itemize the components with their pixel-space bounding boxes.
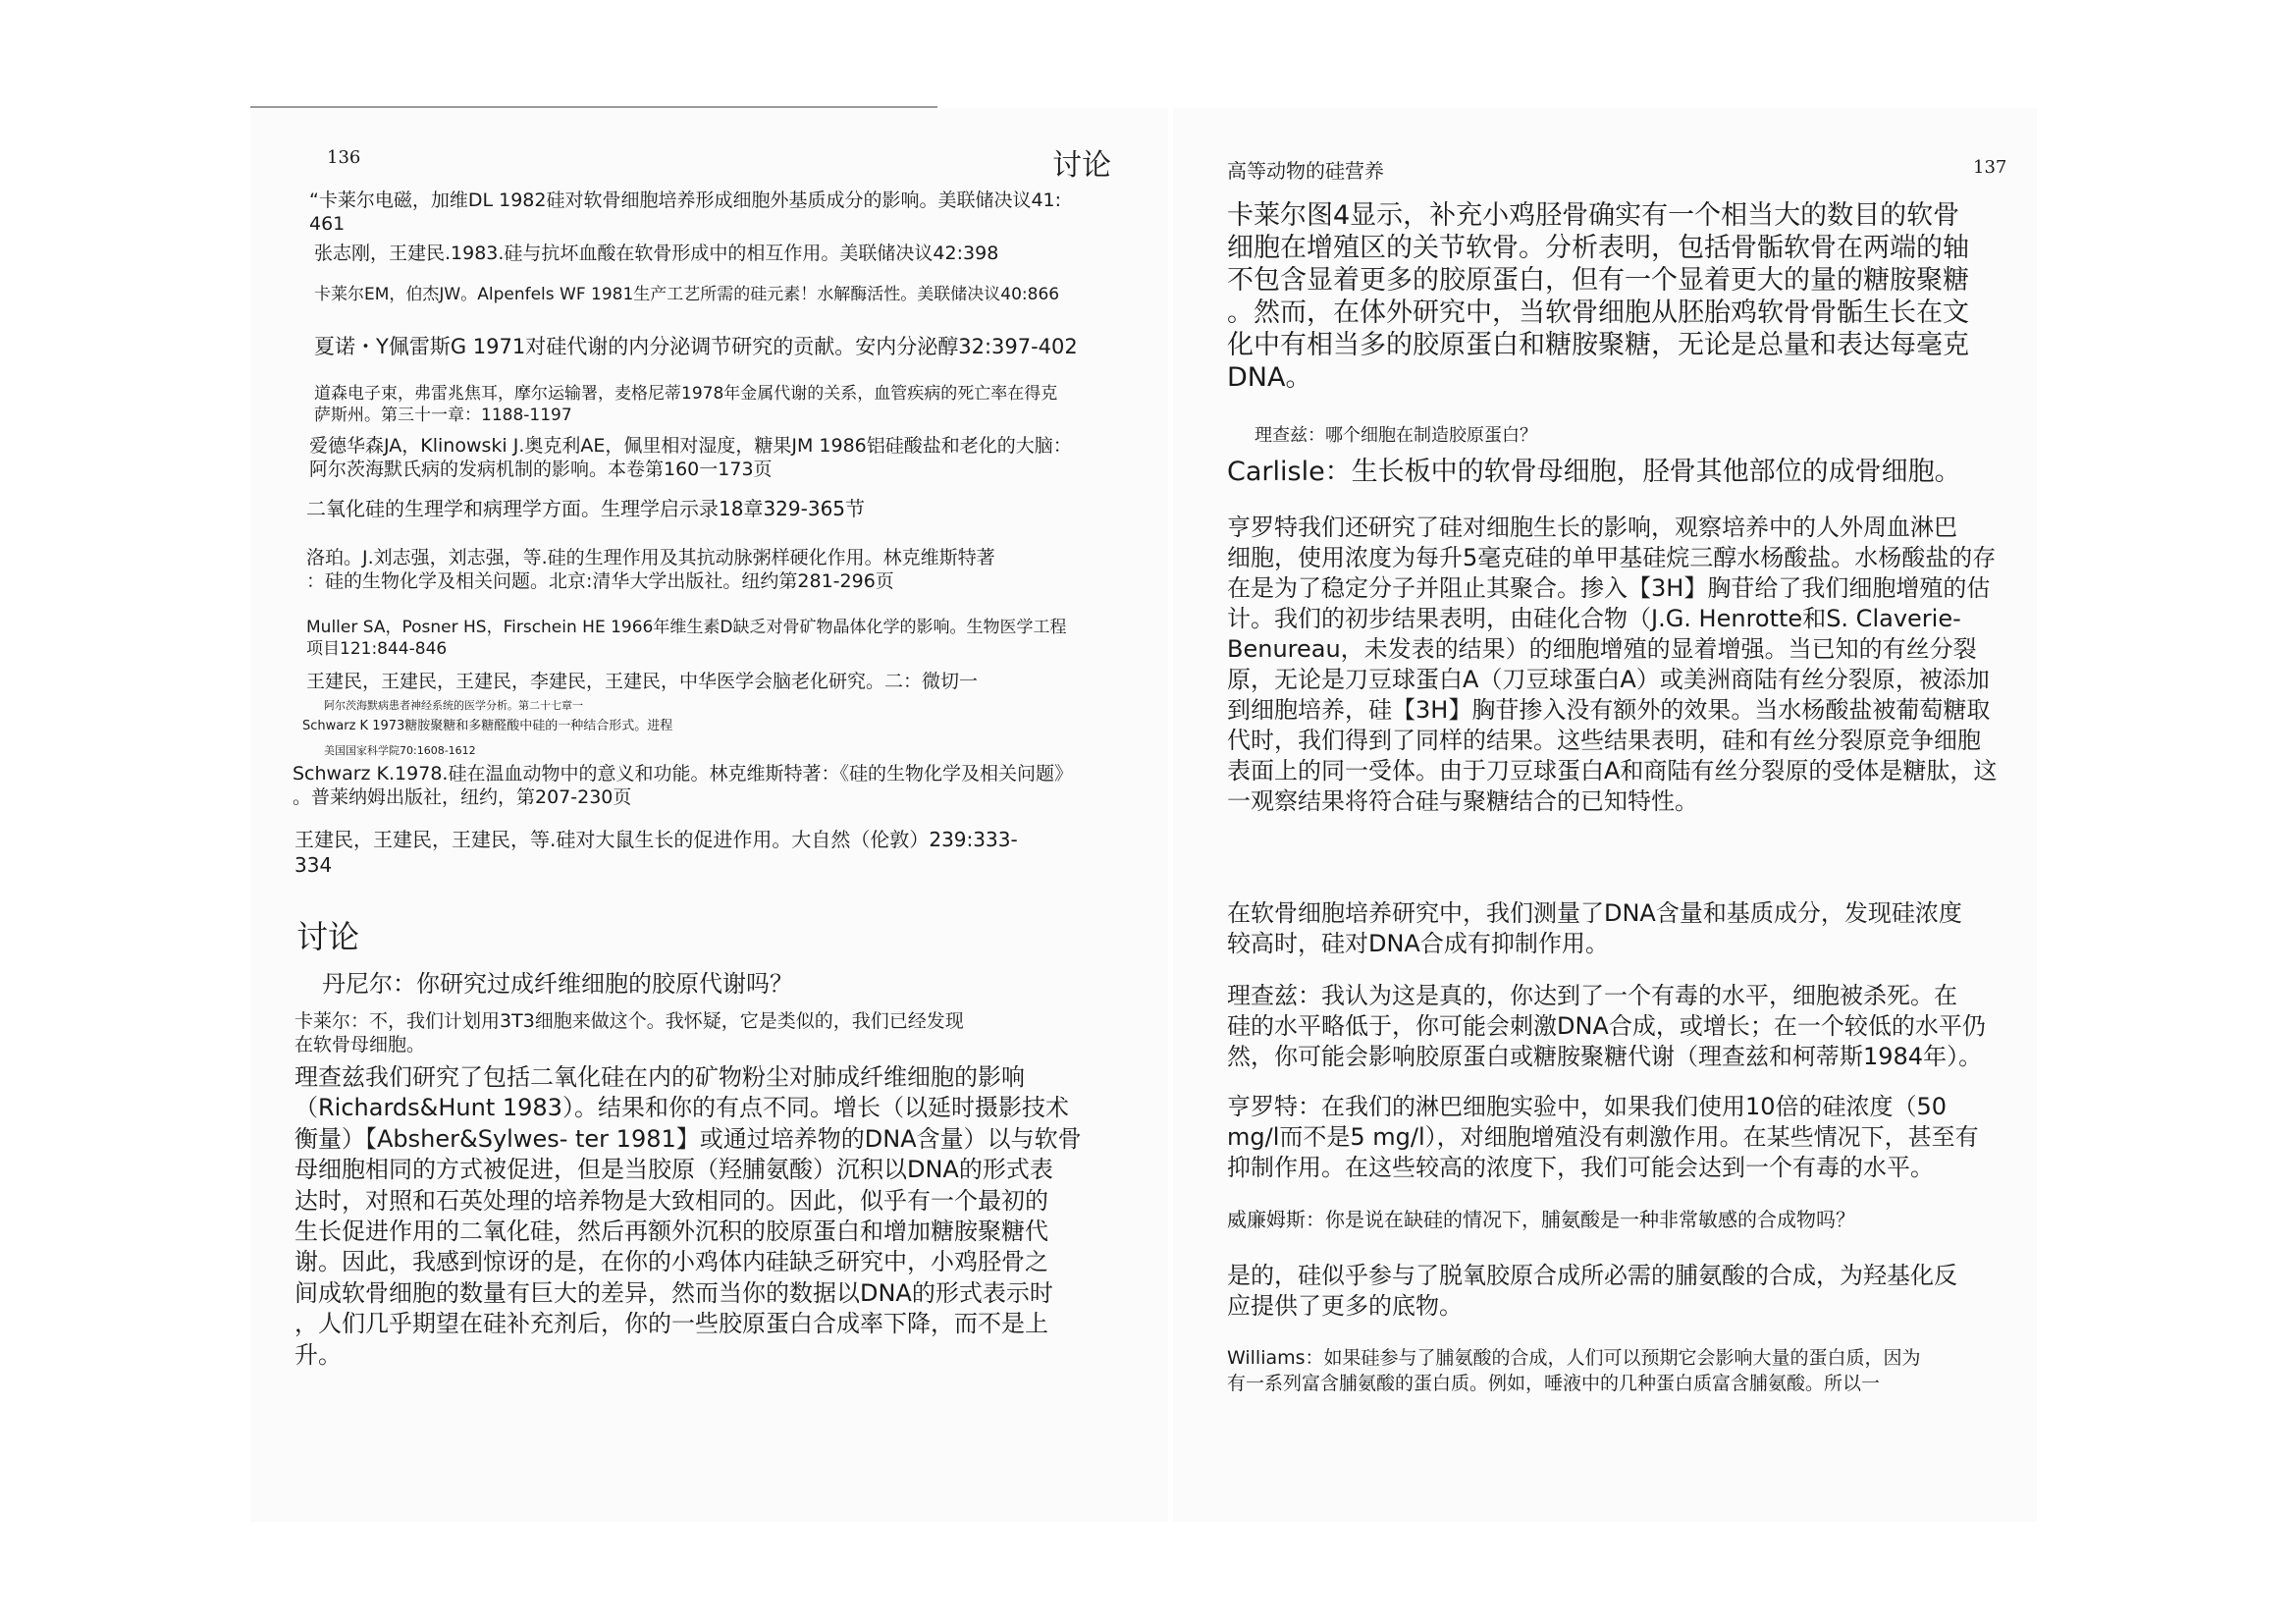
reference-item: 爱德华森JA，Klinowski J.奥克利AE，佩里相对湿度，糖果JM 1986铝硅酸盐和老化的大脑： 阿尔茨海默氏病的发病机制的影响。本卷第160一173页: [309, 435, 1072, 480]
paragraph: 卡莱尔图4显示，补充小鸡胫骨确实有一个相当大的数目的软骨 细胞在增殖区的关节软骨。分析表明，包括骨骺软骨在两端的轴 不包含显着更多的胶原蛋白，但有一个显着更大的量的糖胺聚糖 。然而，在体外研究中，当软骨细胞从胚胎鸡软骨骨骺生长在文 化中有相当多的胶原蛋白和糖胺聚糖，无论是总量和表达每毫克 DNA。: [1227, 200, 1969, 393]
discussion-reply: 卡莱尔：不，我们计划用3T3细胞来做这个。我怀疑，它是类似的，我们已经发现 在软骨母细胞。: [294, 1010, 964, 1056]
reference-item: Muller SA，Posner HS，Firschein HE 1966年维生素D缺乏对骨矿物晶体化学的影响。生物医学工程 项目121:844-846: [306, 618, 1067, 659]
running-header: 高等动物的硅营养: [1227, 159, 1384, 183]
paragraph: 在软骨细胞培养研究中，我们测量了DNA含量和基质成分，发现硅浓度 较高时，硅对DNA合成有抑制作用。: [1227, 899, 1962, 957]
section-title: 讨论: [1052, 148, 1111, 183]
paragraph: 理查兹：哪个细胞在制造胶原蛋白？: [1255, 425, 1537, 446]
paragraph: 威廉姆斯：你是说在缺硅的情况下，脯氨酸是一种非常敏感的合成物吗？: [1227, 1208, 1855, 1231]
reference-item: 夏诺・Y佩雷斯G 1971对硅代谢的内分泌调节研究的贡献。安内分泌醇32:397-402: [314, 335, 1078, 358]
discussion-heading: 讨论: [296, 918, 360, 955]
paragraph: Carlisle：生长板中的软骨母细胞，胫骨其他部位的成骨细胞。: [1227, 457, 1961, 487]
reference-item: 王建民，王建民，王建民，等.硅对大鼠生长的促进作用。大自然（伦敦）239:333- 334: [294, 828, 1018, 877]
reference-item: 阿尔茨海默病患者神经系统的医学分析。第二十七章一: [324, 699, 583, 712]
paragraph: 是的，硅似乎参与了脱氧胶原合成所必需的脯氨酸的合成，为羟基化反 应提供了更多的底物。: [1227, 1262, 1957, 1320]
page-number-left: 136: [327, 147, 361, 168]
discussion-question: 丹尼尔：你研究过成纤维细胞的胶原代谢吗？: [322, 970, 793, 998]
reference-item: 道森电子束，弗雷兆焦耳，摩尔运输署，麦格尼蒂1978年金属代谢的关系，血管疾病的死亡率在得克 萨斯州。第三十一章：1188-1197: [314, 384, 1058, 425]
reference-item: Schwarz K 1973糖胺聚糖和多糖醛酸中硅的一种结合形式。进程: [302, 719, 673, 733]
discussion-paragraph: 理查兹我们研究了包括二氧化硅在内的矿物粉尘对肺成纤维细胞的影响 （Richards&Hunt 1983）。结果和你的有点不同。增长（以延时摄影技术 衡量）【Absher&Sylwes- ter 1981】或通过培养物的DNA含量）以与软骨 母细胞相同的方式被促进，但是当胶原（羟脯氨酸）沉积以DNA的形式表 达时，对照和石英处理的培养物是大致相同的。因此，似乎有一个最初的 生长促进作用的二氧化硅，然后再额外沉积的胶原蛋白和增加糖胺聚糖代 谢。因此，我感到惊讶的是，在你的小鸡体内硅缺乏研究中，小鸡胫骨之 间成软骨细胞的数量有巨大的差异，然而当你的数据以DNA的形式表示时 ，人们几乎期望在硅补充剂后，你的一些胶原蛋白合成率下降，而不是上 升。: [294, 1063, 1082, 1369]
reference-item: 美国国家科学院70:1608-1612: [324, 744, 476, 757]
reference-item: 张志刚，王建民.1983.硅与抗坏血酸在软骨形成中的相互作用。美联储决议42:398: [314, 243, 999, 264]
page-number-right: 137: [1973, 157, 2007, 178]
reference-item: 二氧化硅的生理学和病理学方面。生理学启示录18章329-365节: [306, 497, 866, 520]
paragraph: 亨罗特：在我们的淋巴细胞实验中，如果我们使用10倍的硅浓度（50 mg/l而不是5 mg/l），对细胞增殖没有刺激作用。在某些情况下，甚至有 抑制作用。在这些较高的浓度下，我们可能会达到一个有毒的水平。: [1227, 1093, 1979, 1181]
reference-item: 王建民，王建民，王建民，李建民，王建民，中华医学会脑老化研究。二：微切一: [306, 671, 979, 692]
paragraph: 理查兹：我认为这是真的，你达到了一个有毒的水平，细胞被杀死。在 硅的水平略低于，你可能会刺激DNA合成，或增长；在一个较低的水平仍 然，你可能会影响胶原蛋白或糖胺聚糖代谢（理查兹和柯蒂斯1984年）。: [1227, 982, 1986, 1070]
reference-item: “卡莱尔电磁，加维DL 1982硅对软骨细胞培养形成细胞外基质成分的影响。美联储决议41: 461: [309, 189, 1062, 235]
reference-item: Schwarz K.1978.硅在温血动物中的意义和功能。林克维斯特著：《硅的生物化学及相关问题》 。普莱纳姆出版社，纽约，第207-230页: [293, 763, 1073, 808]
reference-item: 洛珀。J.刘志强，刘志强，等.硅的生理作用及其抗动脉粥样硬化作用。林克维斯特著 ：硅的生物化学及相关问题。北京:清华大学出版社。纽约第281-296页: [306, 547, 995, 592]
paragraph: Williams：如果硅参与了脯氨酸的合成，人们可以预期它会影响大量的蛋白质，因为 有一系列富含脯氨酸的蛋白质。例如，唾液中的几种蛋白质富含脯氨酸。所以一: [1227, 1347, 1921, 1394]
paragraph: 亨罗特我们还研究了硅对细胞生长的影响，观察培养中的人外周血淋巴 细胞，使用浓度为每升5毫克硅的单甲基硅烷三醇水杨酸盐。水杨酸盐的存 在是为了稳定分子并阻止其聚合。掺入【3H】胸苷给了我们细胞增殖的估 计。我们的初步结果表明，由硅化合物（J.G. Henrotte和S. Claverie- Benureau，未发表的结果）的细胞增殖的显着增强。当已知的有丝分裂 原，无论是刀豆球蛋白A（刀豆球蛋白A）或美洲商陆有丝分裂原，被添加 到细胞培养，硅【3H】胸苷掺入没有额外的效果。当水杨酸盐被葡萄糖取 代时，我们得到了同样的结果。这些结果表明，硅和有丝分裂原竞争细胞 表面上的同一受体。由于刀豆球蛋白A和商陆有丝分裂原的受体是糖肽，这 一观察结果将符合硅与聚糖结合的已知特性。: [1227, 514, 1998, 815]
reference-item: 卡莱尔EM，伯杰JW。Alpenfels WF 1981生产工艺所需的硅元素！水解酶活性。美联储决议40:866: [314, 285, 1060, 304]
